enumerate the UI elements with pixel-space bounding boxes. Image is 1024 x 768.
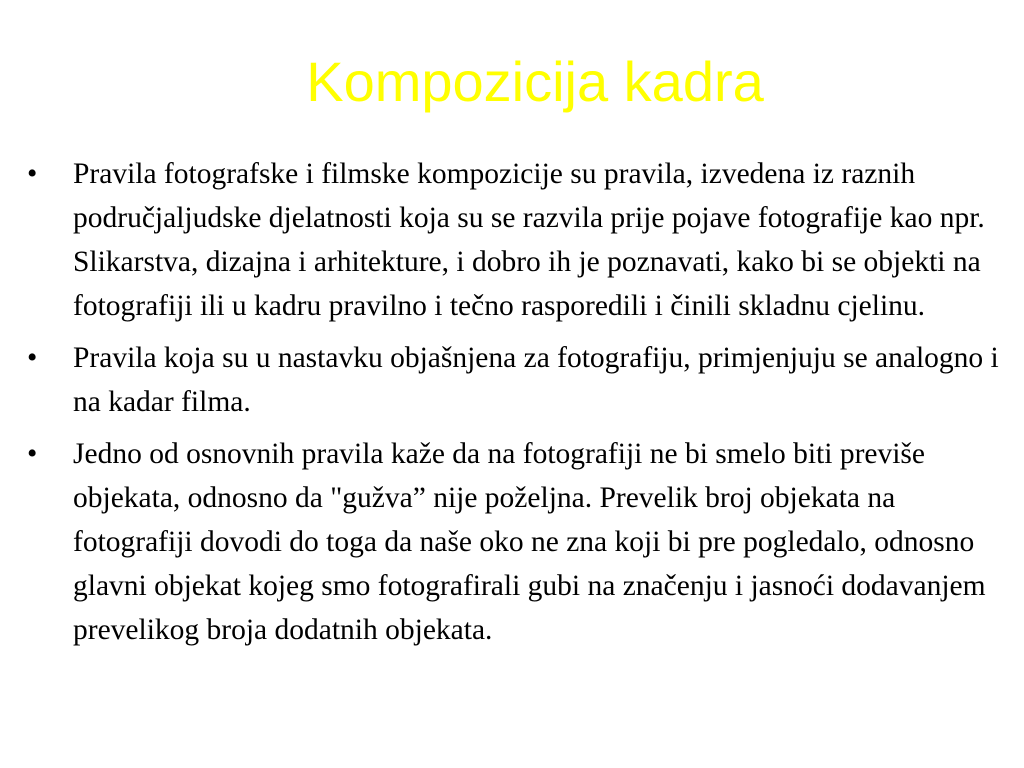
bullet-icon: • bbox=[27, 342, 38, 374]
bullet-text: Jedno od osnovnih pravila kaže da na fotografiji ne bi smelo biti previše objekata, odnosno da "gužva” nije poželjna. Prevelik broj objekata na fotografiji dovodi do toga da naše oko ne zna koji bi pre pogledalo, odnosno glavni objekat kojeg smo fotografirali gubi na značenju i jasnoći dodavanjem prevelikog broja dodatnih objekata. bbox=[73, 438, 986, 646]
bullet-item bbox=[27, 432, 1012, 652]
bullet-text: Pravila fotografske i filmske kompozicije su pravila, izvedena iz raznih područjaljudske djelatnosti koja su se razvila prije pojave fotografije kao npr. Slikarstva, dizajna i arhitekture, i dobro ih je poznavati, kako bi se objekti na fotografiji ili u kadru pravilno i tečno rasporedili i činili skladnu cjelinu. bbox=[73, 158, 985, 322]
slide-title: Kompozicija kadra bbox=[306, 50, 764, 113]
bullet-list bbox=[27, 152, 1012, 660]
bullet-icon: • bbox=[27, 438, 38, 470]
bullet-item bbox=[27, 336, 1012, 424]
bullet-icon: • bbox=[27, 158, 38, 190]
bullet-item bbox=[27, 152, 1012, 328]
bullet-text: Pravila koja su u nastavku objašnjena za fotografiju, primjenjuju se analogno i na kadar filma. bbox=[73, 342, 999, 418]
